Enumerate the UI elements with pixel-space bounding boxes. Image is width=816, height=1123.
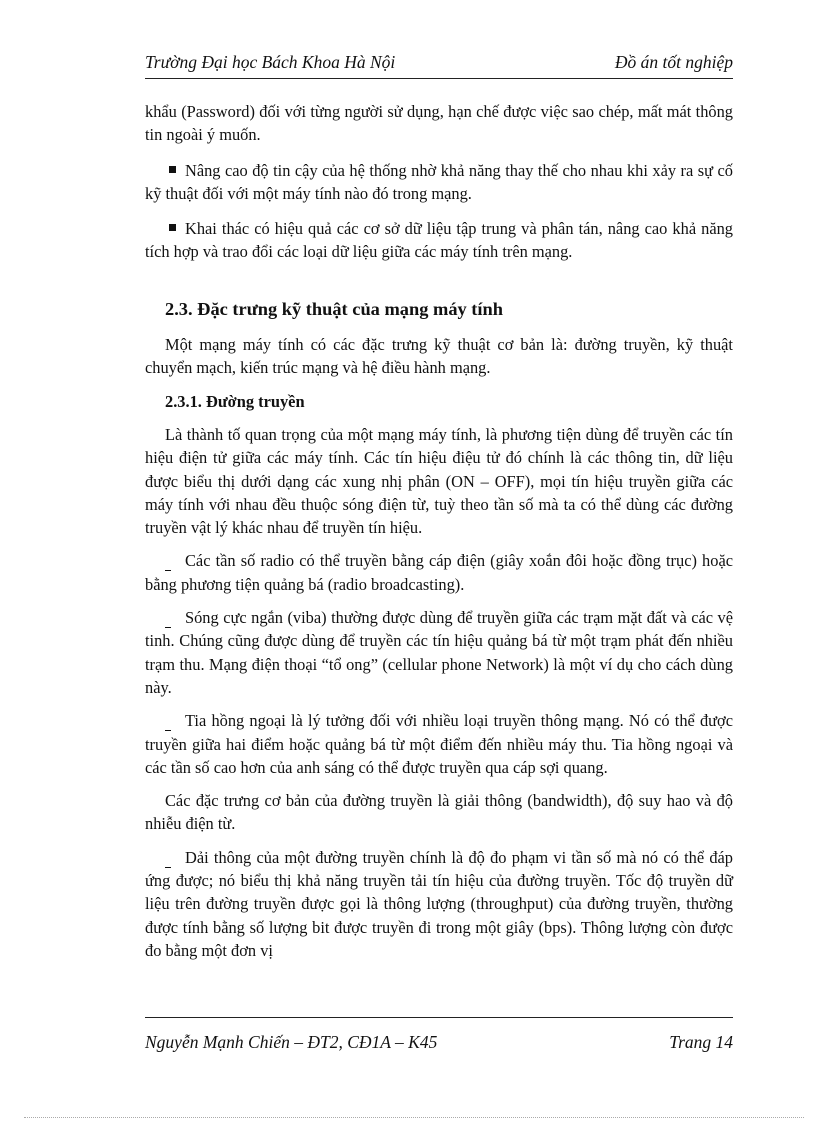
dash-bullet-icon bbox=[165, 570, 171, 571]
header-institution: Trường Đại học Bách Khoa Hà Nội bbox=[145, 52, 396, 72]
characteristics-paragraph: Các đặc trưng cơ bản của đường truyền là giải thông (bandwidth), độ suy hao và độ nhiễu điện từ. bbox=[145, 791, 733, 834]
section-heading: 2.3. Đặc trưng kỹ thuật của mạng máy tính bbox=[165, 298, 503, 319]
page-edge-divider bbox=[24, 1117, 804, 1118]
page-header bbox=[145, 52, 733, 79]
subsection-heading: 2.3.1. Đường truyền bbox=[165, 391, 305, 411]
square-bullet-icon bbox=[169, 166, 176, 173]
dash-item: Tia hồng ngoại là lý tưởng đối với nhiều loại truyền thông mạng. Nó có thể được truyền giữa hai điểm hoặc quảng bá từ một điểm đến nhiều máy thu. Tia hồng ngoại và các tần số cao hơn của anh sáng có thể được truyền qua cáp sợi quang. bbox=[145, 711, 733, 777]
dash-bullet-icon bbox=[165, 730, 171, 731]
subsection-intro-paragraph: Là thành tố quan trọng của một mạng máy tính, là phương tiện dùng để truyền các tín hiệu điện tử giữa các máy tính. Các tín hiệu điệu tử đó chính là các thông tin, dữ liệu được biểu thị dưới dạng các xung nhị phân (ON – OFF), mọi tín hiệu truyền giữa các máy tính với nhau đều thuộc sóng điện từ, tuỳ theo tần số mà ta có thể dùng các đường truyền vật lý khác nhau để truyền tín hiệu. bbox=[145, 424, 733, 538]
bullet-item: Nâng cao độ tin cậy của hệ thống nhờ khả năng thay thế cho nhau khi xảy ra sự cố kỹ thuật đối với một máy tính nào đó trong mạng. bbox=[145, 160, 733, 203]
header-doc-type: Đồ án tốt nghiệp bbox=[614, 52, 733, 72]
dash-bullet-icon bbox=[165, 867, 171, 868]
dash-item: Sóng cực ngắn (viba) thường được dùng để truyền giữa các trạm mặt đất và các vệ tinh. Chúng cũng được dùng để truyền các tín hiệu quảng bá từ một trạm phát đến nhiều trạm thu. Mạng điện thoại “tổ ong” (cellular phone Network) là một ví dụ cho cách dùng này. bbox=[145, 608, 733, 697]
section-intro-paragraph: Một mạng máy tính có các đặc trưng kỹ thuật cơ bản là: đường truyền, kỹ thuật chuyển mạch, kiến trúc mạng và hệ điều hành mạng. bbox=[145, 335, 733, 378]
dash-item: Dải thông của một đường truyền chính là độ đo phạm vi tần số mà nó có thể đáp ứng được; nó biểu thị khả năng truyền tải tín hiệu của đường truyền. Tốc độ truyền dữ liệu trên đường truyền được gọi là thông lượng (throughput) của đường truyền, thường được tính bằng số lượng bit được truyền đi trong một giây (bps). Thông lượng còn được đo bằng một đơn vị bbox=[145, 847, 733, 960]
footer-author: Nguyễn Mạnh Chiến – ĐT2, CĐ1A – K45 bbox=[145, 1032, 438, 1052]
dash-bullet-icon bbox=[165, 627, 171, 628]
page-footer bbox=[145, 1017, 733, 1052]
footer-page-number: Trang 14 bbox=[669, 1032, 733, 1052]
dash-item: Các tần số radio có thể truyền bằng cáp điện (giây xoắn đôi hoặc đồng trục) hoặc bằng phương tiện quảng bá (radio broadcasting). bbox=[145, 551, 733, 594]
bullet-item: Khai thác có hiệu quả các cơ sở dữ liệu tập trung và phân tán, nâng cao khả năng tích hợp và trao đổi các loại dữ liệu giữa các máy tính trên mạng. bbox=[145, 219, 733, 262]
square-bullet-icon bbox=[169, 224, 176, 231]
continuation-paragraph: khẩu (Password) đối với từng người sử dụng, hạn chế được việc sao chép, mất mát thông tin ngoài ý muốn. bbox=[145, 102, 733, 145]
page-body bbox=[145, 100, 733, 972]
